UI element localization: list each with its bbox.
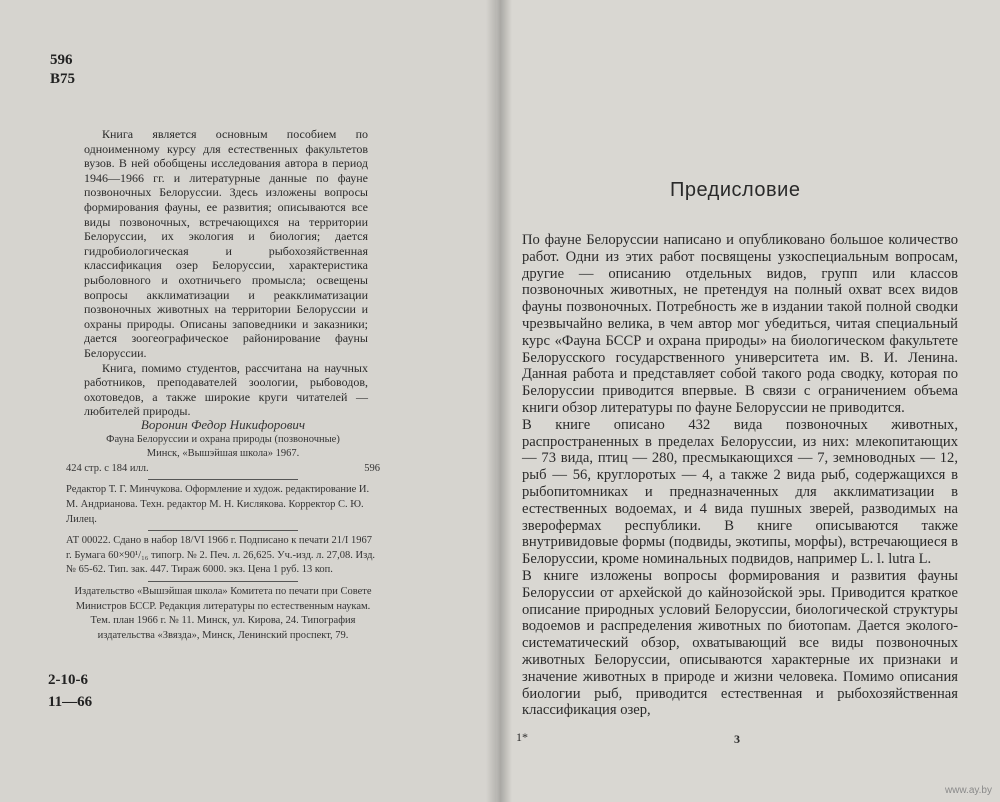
classification-code-1: 596 — [50, 52, 73, 68]
signature-mark: 1* — [516, 730, 528, 744]
print-code-2: 11—66 — [48, 694, 93, 710]
preface-paragraph-3: В книге изложены вопросы формирования и развития фауны Белоруссии от архейской до кайнозойской эры. Приводится краткое описание природных условий Белоруссии, биологической структуры водоемов и распределения животных по биотопам. Дается эколого-систематический обзор, охватывающий все виды позвоночных животных Белоруссии, описываются характерные их признаки и значение животных в природе и жизни человека. Помимо описания биологии рыб, приводится естественная и рыбохозяйственная классификация озер, — [522, 567, 958, 719]
imprint-block — [66, 418, 380, 643]
preface-paragraph-2: В книге описано 432 вида позвоночных животных, распространенных в пределах Белоруссии, из них: млекопитающих — 73 вида, птиц — 280, пресмыкающихся — 7, земноводных — 12, рыб — 56, круглоротых — 4, а также 2 вида рыб, содержащихся в рыбопитомниках и предназначенных для акклиматизации в естественных водоемах, и 4 вида пушных зверей, разводимых на зверофермах республики. В книге описываются также внутривидовые формы (подвиды, экотипы, морфы), встречающиеся в Белоруссии, кроме номинальных подвидов, например L. l. lutra L. — [522, 416, 958, 568]
print-details: АТ 00022. Сдано в набор 18/VI 1966 г. Подписано к печати 21/I 1967 г. Бумага 60×90¹/₁₆ типогр. № 2. Печ. л. 26,625. Уч.-изд. л. 27,08. Изд. № 65-62. Тип. зак. 447. Тираж 6000. экз. Цена 1 руб. 13 коп. — [66, 535, 376, 576]
left-page — [0, 0, 496, 802]
book-title: Фауна Белоруссии и охрана природы (позвоночные) — [106, 433, 340, 445]
divider — [148, 479, 298, 480]
page-count: 424 стр. с 184 илл. — [66, 462, 149, 474]
print-code-1: 2-10-6 — [48, 672, 88, 688]
divider — [148, 530, 298, 531]
page-number: 3 — [734, 732, 740, 746]
author-name: Воронин Федор Никифорович — [140, 417, 306, 432]
annotation-paragraph-1: Книга является основным пособием по одноименному курсу для естественных факультетов вузов. В ней обобщены исследования автора в период 1946—1966 гг. и литературные данные по фауне позвоночных Белоруссии. Здесь изложены вопросы формирования фауны, ее развития; описываются все виды позвоночных, встречающихся на территории Белоруссии, их экология и биология; дается гидробиологическая и рыбохозяйственная классификация озер Белоруссии, характеристика рыболовного и охотничьего промысла; освещены вопросы акклиматизации и реакклиматизации позвоночных животных на территории Белоруссии и охраны природы. Описаны заповедники и заказники; дается зоогеографическое районирование фауны Белоруссии. — [84, 127, 368, 360]
pages-row — [66, 462, 380, 477]
book-annotation — [84, 127, 368, 419]
udc-index: 596 — [364, 462, 380, 474]
divider — [148, 581, 298, 582]
right-page — [496, 0, 1000, 802]
chapter-title: Предисловие — [670, 179, 801, 201]
preface-text — [522, 232, 958, 719]
watermark: www.ay.by — [944, 785, 992, 796]
preface-paragraph-1: По фауне Белоруссии написано и опубликовано большое количество работ. Одни из этих работ посвящены узкоспециальным вопросам, другие — описанию отдельных видов, групп или классов позвоночных животных, не претендуя на полный охват всех видов фауны позвоночных. Потребность же в издании такой полной сводки чрезвычайно велика, в чем автор мог убедиться, читая специальный курс «Фауна БССР и охрана природы» на биологическом факультете Белорусского государственного университета им. В. И. Ленина. Данная работа и представляет собой такого рода сводку, которая по Белоруссии приводится впервые. В связи с ограничением объема книги обзор литературы по фауне Белоруссии не приводится. — [522, 232, 958, 416]
publisher-info: Издательство «Вышэйшая школа» Комитета по печати при Совете Министров БССР. Редакция литературы по естественным наукам. Тем. план 1966 г. № 11. Минск, ул. Кирова, 24. Типография издательства «Звязда», Минск, Ленинский проспект, 79. — [74, 585, 372, 641]
annotation-paragraph-2: Книга, помимо студентов, рассчитана на научных работников, преподавателей зоологии, рыбоводов, охотоведов, а также широкие круги читателей — любителей природы. — [84, 360, 368, 419]
publisher-line: Минск, «Вышэйшая школа» 1967. — [146, 448, 300, 460]
book-gutter — [486, 0, 512, 802]
editors-credits: Редактор Т. Г. Минчукова. Оформление и худож. редактирование И. М. Андрианова. Техн. редактор М. Н. Кислякова. Корректор С. Ю. Лилец. — [66, 484, 370, 525]
classification-code-2: В75 — [50, 71, 76, 87]
